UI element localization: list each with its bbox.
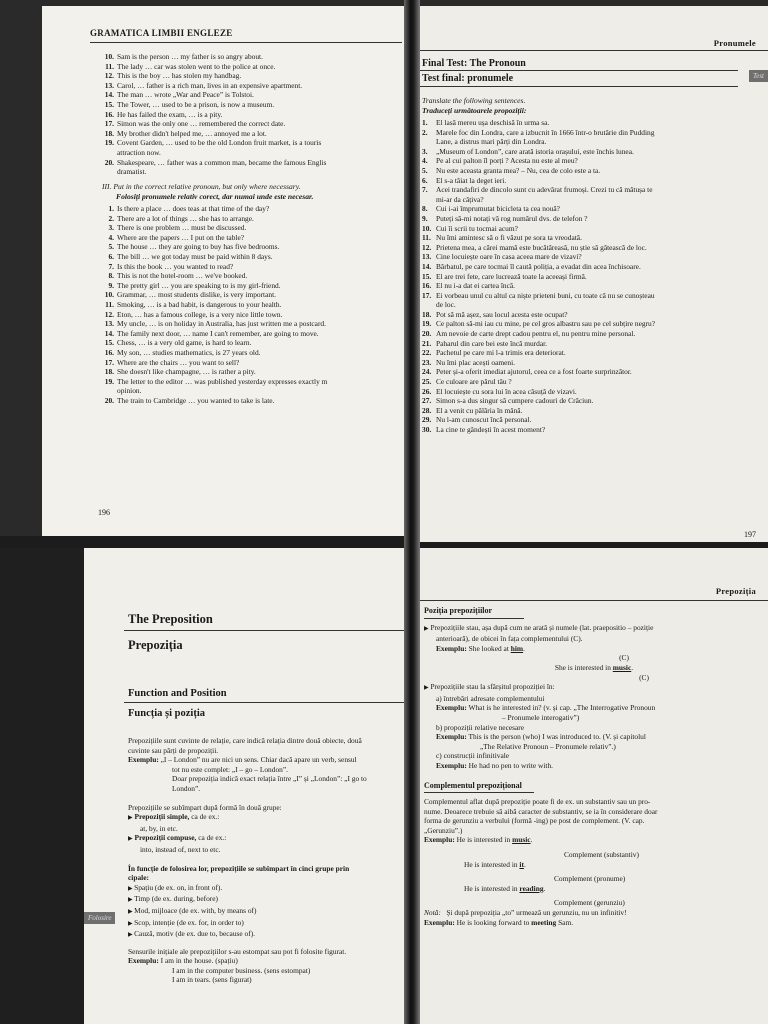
list-item [94,62,410,72]
item-number: 10. [104,52,114,61]
item-text: The train to Cambridge … you wanted to take is late. [117,395,275,405]
item-number: 18. [422,309,432,319]
item-number: 9. [108,280,114,290]
item-text: My uncle, … is on holiday in Australia, has just written me a postcard. [117,319,326,329]
position-section: Poziția prepozițiilor ▶ Prepozițiile stau, așa după cum ne arată și numele (lat. praepositio – poziție anterioară), de obicei în fața complementului (C). Exemplu: She looked at him. (C) She is interested in music. (C) ▶ Prepozițiile stau la sfârșitul propoziției în: a) întrebări adresate complementului Exemplu: What is he interested in? (v. și cap. „The Interrogative Pronoun – Pronumele interogativ”) b) propoziții relative necesare Exemplu: This is the person (who) I was introduced to. (V. și capitolul „The Relative Pronoun – Pronumele relativ”.) c) construcții infinitivale Exemplu: He had no pen to write with. Complementul prepozițional Complementul aflat după prepoziție poate fi de ex. un substantiv sau un pro- nume. Deoarece trebuie să aibă caracter de substantiv, se ia în considerare doar forma de gerunziu a verbului (formă -ing) pe post de complement. (V. cap. „Gerunziu”.) Exemplu: He is interested in music. Complement (substantiv) He is interested in it. Complement (pronume) He is interested in reading. Complement (gerunziu) Notă: Și după prepoziția „to” urmează un gerunziu, nu un infinitiv! Exemplu: He is looking forward to meeting Sam. [424,606,658,927]
list-item [422,358,766,368]
item-number: 15. [422,271,432,281]
item-number: 7. [422,185,428,195]
item-number: 10. [104,290,114,300]
list-item [94,396,410,406]
item-text: Acei trandafiri de dincolo sunt cu adevărat frumoși. Crezi tu că mătușa te [436,185,653,195]
preposition-right-page [414,548,768,1024]
item-text: The lady … car was stolen went to the police at once. [117,61,276,71]
item-number: 19. [422,319,432,329]
item-number: 17. [422,290,432,300]
item-number: 20. [422,329,432,339]
item-number: 3. [422,146,428,156]
item-text: El locuiește cu sora lui în acea căsuță de vizavi. [436,386,577,396]
list-item [94,110,410,120]
item-number: 16. [104,109,114,119]
list-item [422,243,766,253]
usage-group-item: ▶ Mod, mijloace (de ex. with, by means of) [128,905,257,915]
list-item [94,148,410,158]
chapter-title-en: The Preposition [128,612,213,626]
item-text: Nu l-am cunoscut încă personal. [436,415,532,425]
list-item [422,272,766,282]
subtitle-ro: Funcția și poziția [128,708,206,719]
item-number: 20. [104,157,114,167]
test-title-ro: Test final: pronumele [422,73,514,84]
list-item [94,338,410,348]
instructions: Translate the following sentences. Traduceți următoarele propoziții: [422,96,527,115]
bullet-icon: ▶ [128,920,135,927]
list-item [94,233,410,243]
list-item [422,406,766,416]
list-item [94,271,410,281]
item-text: Simon was the only one … remembered the correct date. [117,119,286,129]
list-item [94,223,410,233]
item-text: The family next door, … name I can't remember, are going to move. [117,328,319,338]
list-item [94,90,410,100]
item-number: 15. [104,338,114,348]
item-text: Pachetul pe care mi l-a trimis era deteriorat. [436,348,566,358]
list-item [94,204,410,214]
item-number: 8. [108,271,114,281]
list-item [422,319,766,329]
item-number: 28. [422,405,432,415]
bullet-icon: ▶ [128,932,135,939]
item-text: Paharul din care bei este încă murdar. [436,338,548,348]
item-number: 19. [104,138,114,148]
item-text: Marele foc din Londra, care a izbucnit în 1666 într-o brutărie din Pudding [436,127,655,137]
item-number: 16. [422,281,432,291]
list-item [422,118,766,128]
translation-list [422,118,766,435]
item-text: opinion. [117,386,142,396]
item-text: Is there a place … does teas at that time of the day? [117,204,270,213]
item-number: 21. [422,338,432,348]
item-number: 30. [422,425,432,434]
section-three-heading: III. Put in the correct relative pronoun, but only where necessary. Folosiți pronumele relativ corect, dar numai unde este necesar. [102,182,314,201]
item-number: 25. [422,377,432,387]
item-text: The bill … we got today must be paid within 8 days. [117,251,273,261]
preposition-left-page [84,548,410,1024]
list-item [94,252,410,262]
item-number: 23. [422,357,432,367]
item-text: El s-a tăiat la deget ieri. [436,175,507,185]
list-item [422,166,766,176]
list-item [422,300,766,310]
list-item [422,387,766,397]
running-header: Prepoziția [715,586,756,596]
bullet-icon: ▶ [128,897,135,904]
list-item [422,128,766,138]
list-item [94,158,410,168]
list-item [94,81,410,91]
item-text: Covent Garden, … used to be the old London fruit market, is a touris [117,138,322,148]
item-number: 5. [422,165,428,175]
list-item [422,262,766,272]
item-number: 22. [422,348,432,358]
list-item [94,348,410,358]
list-item [422,396,766,406]
running-header: Pronumele [713,38,756,48]
item-text: Where are the chairs … you want to sell? [117,357,240,367]
item-text: Shakespeare, … father was a common man, became the famous Englis [117,157,327,167]
item-number: 11. [105,61,114,71]
list-item [422,367,766,377]
item-number: 18. [104,128,114,138]
usage-group-item: ▶ Spațiu (de ex. on, in front of). [128,882,223,892]
list-item [422,195,766,205]
item-number: 4. [108,232,114,242]
list-item [422,310,766,320]
item-text: Ce culoare are părul tău ? [436,377,512,387]
page-number: 196 [98,508,110,517]
list-item [422,233,766,243]
list-item [422,281,766,291]
page-197 [414,6,768,542]
item-number: 17. [104,357,114,367]
item-text: Nu este aceasta granta mea? – Nu, cea de colo este a ta. [436,165,601,175]
list-item [94,262,410,272]
list-item [94,319,410,329]
item-text: She doesn't like champagne, … is rather a pity. [117,367,256,377]
list-item [94,214,410,224]
intro-block: Prepozițiile sunt cuvinte de relație, care indică relația dintre două obiecte, două cuvinte sau părți de propoziții. Exemplu: „I – London” nu are nici un sens. Chiar dacă apare un verb, sensul tot nu este complet: „I – go – London”. Doar prepoziția indică exact relația între „I” și „London”: „I go to London”. Prepozițiile se subîmpart după formă în două grupe: ▶ Prepoziții simple, ca de ex.: at, by, in etc. ▶ Prepoziții compuse, ca de ex.: into, instead of, next to etc. În funcție de folosirea lor, prepozițiile se subîmpart în cinci grupe prin cipale: ▶ Spațiu (de ex. on, in front of). ▶ Timp (de ex. during, before) ▶ Mod, mijloace (de ex. with, by means of) ▶ Scop, intenție (de ex. for, in order to) ▶ Cauză, motiv (de ex. due to, because of). Sensurile inițiale ale prepozițiilor s-au estompat sau pot fi folosite figurat. Exemplu: I am in the house. (spațiu) I am in the computer business. (sens estompat) I am in tears. (sens figurat) [128,736,410,985]
item-text: Ei vorbeau unul cu altul ca niște prieteni buni, cu toate că nu se cunoșteau [436,290,655,300]
list-item [94,377,410,387]
usage-tab: Folosire [84,912,115,924]
list-item [94,358,410,368]
page-number: 197 [744,530,756,539]
list-item [422,137,766,147]
list-item [422,214,766,224]
usage-group-item: ▶ Scop, intenție (de ex. for, in order to) [128,917,244,927]
exercise-list-top [94,52,410,177]
list-item [94,71,410,81]
list-item [422,204,766,214]
bullet-icon: ▶ [128,885,135,892]
list-item [94,167,410,177]
item-text: This is not the hotel-room … we've booked. [117,271,248,281]
item-number: 19. [104,376,114,386]
list-item [94,129,410,139]
item-number: 18. [104,367,114,377]
item-text: This is the boy … has stolen my handbag. [117,71,242,81]
item-number: 29. [422,415,432,425]
list-item [422,185,766,195]
item-text: Pe al cui palton îl porți ? Acesta nu este al meu? [436,156,578,166]
item-number: 24. [422,367,432,377]
list-item [422,415,766,425]
list-item [422,377,766,387]
item-text: El nu i-a dat ei cartea încă. [436,281,515,291]
item-text: mi-ar da câțiva? [436,194,484,204]
item-text: El a venit cu pălăria în mână. [436,405,523,415]
item-text: The house … they are going to buy has five bedrooms. [117,242,280,252]
item-text: Puteți să-mi notați vă rog numărul dvs. de telefon ? [436,213,588,223]
item-text: There are a lot of things … she has to arrange. [117,213,254,223]
list-item [422,147,766,157]
header-rule [90,42,402,43]
item-text: There is one problem … must be discussed. [117,223,247,233]
item-text: Peter și-a oferit imediat ajutorul, ceea ce a fost foarte surprinzător. [436,367,632,377]
item-text: He has failed the exam, … is a pity. [117,109,223,119]
item-text: The pretty girl … you are speaking to is my girl-friend. [117,280,281,290]
list-item [422,176,766,186]
usage-group-item: ▶ Timp (de ex. during, before) [128,894,219,904]
list-item [422,252,766,262]
item-text: „Museum of London”, care arată istoria orașului, este închis lunea. [436,146,634,156]
header-rule [420,50,768,51]
list-item [94,329,410,339]
test-title-en: Final Test: The Pronoun [422,58,526,69]
list-item [422,329,766,339]
item-number: 4. [422,156,428,166]
item-number: 2. [108,213,114,223]
item-text: The Tower, … used to be a prison, is now a museum. [117,99,275,109]
list-item [422,224,766,234]
item-number: 1. [422,118,428,127]
item-text: Bărbatul, pe care tocmai îl caută poliția, a evadat din acea închisoare. [436,261,641,271]
item-number: 13. [104,80,114,90]
list-item [94,119,410,129]
item-number: 1. [108,204,114,213]
usage-groups [128,883,410,941]
item-number: 13. [104,319,114,329]
item-number: 17. [104,119,114,129]
subtitle-en: Function and Position [128,688,227,699]
item-number: 12. [104,309,114,319]
list-item [422,339,766,349]
item-text: Prietena mea, a cărei mamă este bucătăreasă, nu știe să gătească de loc. [436,242,647,252]
item-text: Grammar, … most students dislike, is very important. [117,290,276,300]
item-number: 13. [422,252,432,262]
item-text: Is this the book … you wanted to read? [117,261,234,271]
list-item [422,348,766,358]
item-number: 14. [104,90,114,100]
item-number: 5. [108,242,114,252]
item-text: Sam is the person … my father is so angry about. [117,52,263,61]
item-text: Ce palton să-mi iau cu mine, pe cel gros albastru sau pe cel subțire negru? [436,319,655,329]
list-item [422,291,766,301]
list-item [94,367,410,377]
item-number: 9. [422,213,428,223]
item-number: 26. [422,386,432,396]
item-text: Lane, a distrus mari părți din Londra. [436,137,547,147]
item-text: La cine te gândești în acest moment? [436,425,546,434]
item-number: 10. [422,223,432,233]
list-item [94,386,410,396]
list-item [422,425,766,435]
item-text: My son, … studies mathematics, is 27 years old. [117,347,261,357]
list-item [94,138,410,148]
page-196 [42,6,410,536]
item-text: Where are the papers … I put on the table? [117,232,245,242]
book-spine [404,0,420,1024]
item-number: 8. [422,204,428,214]
item-text: The letter to the editor … was published yesterday expresses exactly m [117,376,328,386]
item-text: attraction now. [117,147,161,157]
item-number: 7. [108,261,114,271]
item-text: Am nevoie de carte drept cadou pentru el, nu pentru mine personal. [436,329,636,339]
item-number: 15. [104,99,114,109]
bullet-icon: ▶ [128,908,135,915]
item-text: Nu îmi plac acești oameni. [436,357,516,367]
item-text: El lasă mereu ușa deschisă în urma sa. [436,118,550,127]
item-text: Cui îi scrii tu tocmai acum? [436,223,518,233]
list-item [94,310,410,320]
item-number: 2. [422,127,428,137]
item-number: 11. [105,299,114,309]
item-number: 16. [104,347,114,357]
item-number: 6. [108,251,114,261]
item-number: 12. [422,242,432,252]
item-text: de loc. [436,300,456,310]
item-number: 14. [422,261,432,271]
list-item [94,300,410,310]
item-number: 12. [104,71,114,81]
list-item [94,290,410,300]
list-item [94,281,410,291]
item-number: 3. [108,223,114,233]
item-text: El are trei fete, care lucrează toate la aceeași firmă. [436,271,587,281]
item-text: Eton, … has a famous college, is a very nice little town. [117,309,283,319]
item-text: Chess, … is a very old game, is hard to learn. [117,338,252,348]
list-item [94,242,410,252]
usage-group-item: ▶ Cauză, motiv (de ex. due to, because of). [128,929,255,939]
item-text: Cine locuiește oare în casa aceea mare de vizavi? [436,252,582,262]
test-tab: Test [749,70,768,82]
item-text: Carol, … father is a rich man, lives in an expensive apartment. [117,80,303,90]
item-text: Smoking, … is a bad habit, is dangerous to your health. [117,299,282,309]
list-item [422,156,766,166]
item-number: 11. [422,233,431,243]
item-number: 14. [104,328,114,338]
item-text: Nu îmi amintesc să o fi văzut pe sora ta vreodată. [436,233,582,243]
item-text: The man … wrote „War and Peace” is Tolstoi. [117,90,254,100]
item-number: 27. [422,396,432,406]
item-text: My brother didn't helped me, … annoyed me a lot. [117,128,267,138]
list-item [94,52,410,62]
item-text: Cui i-ai împrumutat bicicleta ta cea nouă? [436,204,560,214]
chapter-title-ro: Prepoziția [128,638,183,652]
item-text: Simon s-a dus singur să cumpere cadouri de Crăciun. [436,396,594,406]
exercise-list-bottom [94,204,410,405]
list-item [94,100,410,110]
item-text: dramatist. [117,167,147,177]
item-number: 20. [104,395,114,405]
running-header: GRAMATICA LIMBII ENGLEZE [90,28,233,38]
item-number: 6. [422,175,428,185]
item-text: Pot să mă așez, sau locul acesta este ocupat? [436,309,568,319]
